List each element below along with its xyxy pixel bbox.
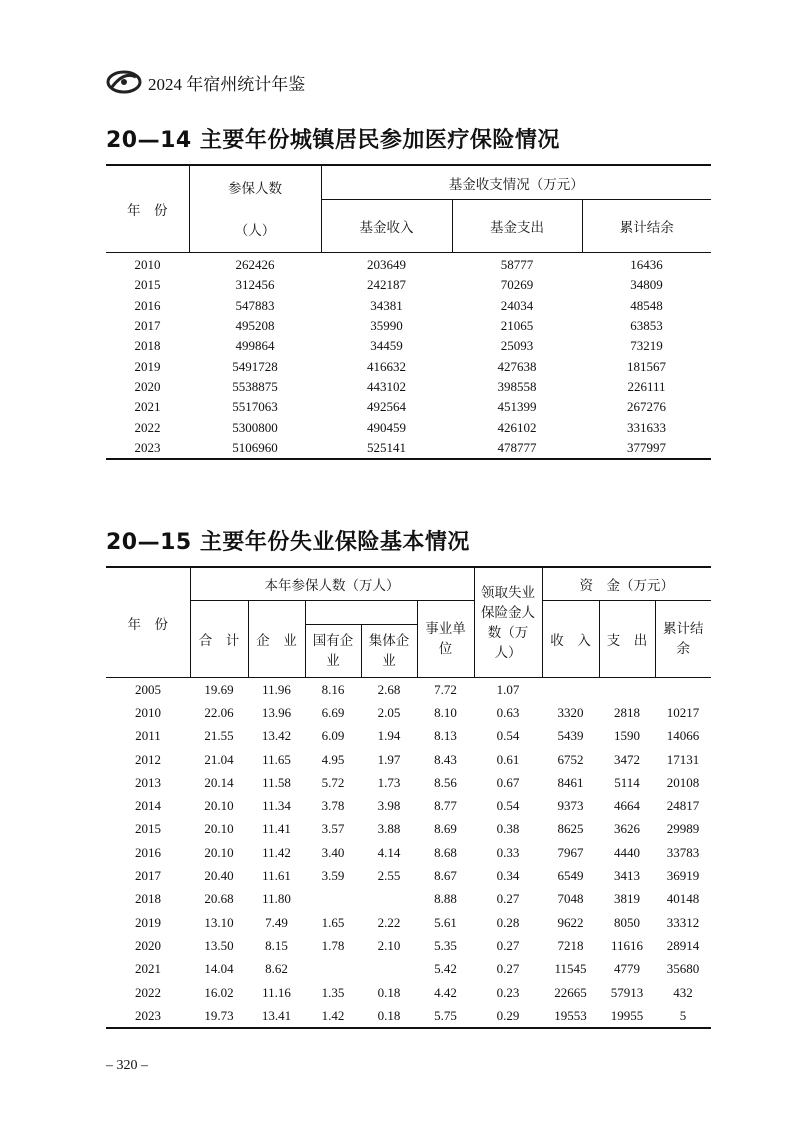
table-cell: 5517063 [232, 399, 278, 415]
table-row [106, 316, 711, 336]
table-cell: 20.68 [204, 891, 234, 907]
page-number: – 320 – [106, 1058, 148, 1073]
table-cell: 267276 [627, 399, 666, 415]
table-cell: 8050 [614, 914, 640, 930]
table-cell: 4779 [614, 961, 640, 977]
table-cell: 22.06 [204, 704, 234, 720]
table-cell: 1.07 [496, 681, 520, 697]
table-cell: 35990 [370, 318, 403, 334]
table-cell: 0.61 [496, 751, 520, 767]
table-cell: 19553 [554, 1007, 587, 1023]
table-cell: 0.54 [496, 728, 520, 744]
table-cell: 48548 [630, 297, 663, 313]
row-year: 2015 [135, 821, 161, 837]
table-cell: 547883 [235, 297, 275, 313]
table-cell: 1.65 [321, 914, 345, 930]
table-cell: 0.34 [496, 868, 520, 884]
table-cell: 427638 [497, 358, 537, 374]
table-cell: 0.27 [496, 961, 520, 977]
table-cell: 3.57 [321, 821, 345, 837]
table-cell: 0.23 [496, 984, 520, 1000]
table-cell: 312456 [235, 277, 275, 293]
table-row [106, 701, 711, 724]
table-row [106, 794, 711, 817]
table-cell: 0.63 [496, 704, 520, 720]
table-cell: 11545 [554, 961, 587, 977]
t2-header-year: 年 份 [106, 567, 190, 678]
table-cell: 6549 [557, 868, 584, 884]
table-cell: 0.38 [496, 821, 520, 837]
table-cell: 20.10 [204, 844, 234, 860]
table-row [106, 253, 711, 276]
table-cell: 525141 [367, 439, 406, 455]
t2-header-balance: 累计结余 [655, 601, 711, 678]
table-cell: 25093 [500, 338, 534, 354]
table-cell: 11616 [610, 937, 644, 953]
table-cell: 7048 [557, 891, 584, 907]
t1-body [106, 253, 711, 459]
table-cell: 20.10 [204, 821, 234, 837]
row-year: 2023 [134, 439, 161, 455]
table-cell: 5.35 [434, 937, 457, 953]
table-cell: 33312 [666, 914, 700, 930]
table-cell: 57913 [610, 984, 644, 1000]
table-cell: 7218 [557, 937, 584, 953]
table-cell: 1.42 [321, 1007, 345, 1023]
table-cell: 17131 [666, 751, 700, 767]
row-year: 2023 [135, 1007, 161, 1023]
table-cell: 16436 [630, 257, 663, 273]
table-cell: 28914 [666, 937, 700, 953]
table-cell: 426102 [497, 419, 537, 435]
table-cell: 451399 [497, 399, 537, 415]
t1-header-insured [189, 165, 321, 253]
table-cell: 495208 [235, 318, 275, 334]
table-cell: 13.10 [204, 914, 234, 930]
table-cell: 13.42 [261, 728, 292, 744]
table1-title: 20—14 主要年份城镇居民参加医疗保险情况 [106, 128, 560, 153]
table-cell: 3.98 [377, 798, 401, 814]
t2-header-insured-group: 本年参保人数（万人） [190, 567, 474, 601]
table-cell: 20108 [666, 774, 700, 790]
table-row [106, 864, 711, 887]
table-cell: 1.97 [377, 751, 401, 767]
row-year: 2020 [135, 937, 161, 953]
table-cell: 6.69 [321, 704, 345, 720]
table-cell: 13.96 [261, 704, 292, 720]
table-cell: 2818 [614, 704, 640, 720]
table-row [106, 356, 711, 376]
table-cell: 8.43 [434, 751, 457, 767]
table-cell: 443102 [367, 378, 406, 394]
table-cell: 3320 [557, 704, 584, 720]
table-cell: 0.28 [496, 914, 520, 930]
table-cell: 5106960 [232, 439, 278, 455]
table-cell: 5.61 [434, 914, 457, 930]
t1-header-insured-unit: （人） [234, 223, 276, 239]
row-year: 2010 [134, 257, 161, 273]
table-cell: 8.13 [434, 728, 457, 744]
table-cell: 3626 [614, 821, 640, 837]
table-cell: 1.94 [377, 728, 401, 744]
table-cell: 262426 [235, 257, 275, 273]
table-cell: 0.27 [496, 937, 520, 953]
table-cell: 3413 [614, 868, 640, 884]
table-cell: 478777 [497, 439, 537, 455]
table-cell: 4.14 [377, 844, 401, 860]
t2-header-expense: 支 出 [599, 601, 655, 678]
table-cell: 3472 [614, 751, 640, 767]
table-cell: 11.41 [262, 821, 291, 837]
table-cell: 7967 [557, 844, 584, 860]
t2-body [106, 678, 711, 1029]
table-cell: 3.59 [321, 868, 345, 884]
table-cell: 11.16 [262, 984, 291, 1000]
table-cell: 20.10 [204, 798, 234, 814]
table-cell [542, 678, 599, 702]
table-cell [655, 678, 711, 702]
table-row [106, 438, 711, 459]
table-row [106, 336, 711, 356]
table-cell [305, 958, 361, 981]
table-cell: 1590 [614, 728, 640, 744]
table-row [106, 1004, 711, 1028]
table-cell: 20.14 [204, 774, 234, 790]
table-cell: 6752 [557, 751, 584, 767]
table-cell: 11.61 [262, 868, 291, 884]
table-cell: 490459 [367, 419, 406, 435]
t1-header-balance: 累计结余 [582, 200, 711, 253]
table-cell: 416632 [367, 358, 406, 374]
table-cell: 203649 [367, 257, 406, 273]
table-row [106, 888, 711, 911]
table-cell: 13.50 [204, 937, 234, 953]
table-cell: 4440 [614, 844, 640, 860]
table-cell: 3819 [614, 891, 640, 907]
table-cell: 3.88 [377, 821, 401, 837]
table-cell: 9622 [557, 914, 584, 930]
t2-header-income: 收 入 [542, 601, 599, 678]
row-year: 2019 [134, 358, 161, 374]
table-cell: 19.73 [204, 1007, 234, 1023]
table-row [106, 771, 711, 794]
table-cell [305, 888, 361, 911]
table-cell: 0.54 [496, 798, 520, 814]
row-year: 2017 [134, 318, 161, 334]
table-cell: 6.09 [321, 728, 345, 744]
table-cell: 5300800 [232, 419, 278, 435]
table-cell: 10217 [666, 704, 700, 720]
table-cell [361, 958, 417, 981]
row-year: 2019 [135, 914, 161, 930]
table-cell: 40148 [666, 891, 700, 907]
row-year: 2018 [135, 891, 161, 907]
table-row [106, 934, 711, 957]
table-cell: 8.88 [434, 891, 457, 907]
table-cell: 70269 [500, 277, 534, 293]
table-row [106, 377, 711, 397]
table-cell: 8625 [557, 821, 584, 837]
table-cell: 5114 [614, 774, 640, 790]
table-row [106, 841, 711, 864]
table-cell: 7.49 [265, 914, 288, 930]
running-header [106, 68, 305, 96]
table-cell: 2.22 [377, 914, 401, 930]
row-year: 2016 [134, 297, 161, 313]
t1-header-income: 基金收入 [321, 200, 452, 253]
table-cell: 2.68 [377, 681, 401, 697]
table-cell: 5.72 [321, 774, 345, 790]
table-cell: 8.77 [434, 798, 457, 814]
table-cell: 20.40 [204, 868, 234, 884]
table-cell: 0.27 [496, 891, 520, 907]
table-cell: 0.33 [496, 844, 520, 860]
table-cell: 5491728 [232, 358, 278, 374]
table-cell: 2.05 [377, 704, 401, 720]
t1-header-insured-label: 参保人数 [228, 181, 282, 197]
row-year: 2018 [134, 338, 161, 354]
header-text: 2024 年宿州统计年鉴 [148, 74, 306, 94]
table-cell: 1.35 [321, 984, 345, 1000]
t1-header-year: 年 份 [106, 165, 189, 253]
table-row [106, 678, 711, 702]
table-cell: 398558 [497, 378, 537, 394]
row-year: 2014 [135, 798, 161, 814]
yearbook-logo-icon [106, 69, 142, 95]
t2-header-collective: 集体企业 [361, 625, 417, 678]
table-cell: 0.67 [496, 774, 520, 790]
table-cell: 21.04 [204, 751, 234, 767]
row-year: 2011 [135, 728, 161, 744]
table-cell: 0.29 [496, 1007, 520, 1023]
table-cell: 5.42 [434, 961, 457, 977]
table-cell: 4.95 [321, 751, 345, 767]
table-cell: 3.78 [321, 798, 345, 814]
table-cell: 226111 [627, 378, 666, 394]
table1 [106, 164, 711, 460]
table-cell: 4.42 [434, 984, 457, 1000]
table-cell: 34381 [370, 297, 403, 313]
table-cell: 8.67 [434, 868, 457, 884]
row-year: 2015 [134, 277, 161, 293]
table-cell: 58777 [500, 257, 534, 273]
table-row [106, 275, 711, 295]
table-cell: 0.18 [377, 984, 401, 1000]
row-year: 2013 [135, 774, 161, 790]
table-cell: 21.55 [204, 728, 234, 744]
table-cell: 242187 [367, 277, 406, 293]
table-row [106, 818, 711, 841]
table-row [106, 417, 711, 437]
table-cell: 29989 [666, 821, 700, 837]
table-cell: 24817 [666, 798, 700, 814]
t1-header-fund-group: 基金收支情况（万元） [321, 165, 711, 200]
table-cell: 492564 [367, 399, 406, 415]
table-cell: 14066 [666, 728, 700, 744]
table-cell: 11.96 [262, 681, 291, 697]
t2-header-institution: 事业单位 [417, 601, 474, 678]
table-cell: 22665 [554, 984, 587, 1000]
table-cell: 34809 [630, 277, 663, 293]
table-cell: 19955 [610, 1007, 644, 1023]
t2-header-enterprise: 企 业 [248, 601, 305, 678]
t2-header-state-owned: 国有企业 [305, 625, 361, 678]
table-cell: 499864 [235, 338, 275, 354]
table-cell: 3.40 [321, 844, 345, 860]
row-year: 2017 [135, 868, 161, 884]
table-cell [599, 678, 655, 702]
t2-header-benefit: 领取失业保险金人数（万人） [474, 567, 542, 678]
table-cell: 1.73 [377, 774, 401, 790]
table-cell: 11.80 [262, 891, 291, 907]
row-year: 2022 [135, 984, 161, 1000]
table-cell: 11.65 [262, 751, 291, 767]
table-cell: 2.10 [377, 937, 401, 953]
table-row [106, 958, 711, 981]
table-cell: 181567 [627, 358, 666, 374]
table-cell: 13.41 [261, 1007, 292, 1023]
table-row [106, 397, 711, 417]
table-cell: 33783 [666, 844, 700, 860]
table-cell: 8.62 [265, 961, 288, 977]
table-cell: 5439 [557, 728, 584, 744]
row-year: 2005 [135, 681, 161, 697]
t2-header-enterprise-sub-spacer [305, 601, 417, 625]
table-cell: 34459 [370, 338, 403, 354]
row-year: 2010 [135, 704, 161, 720]
table-cell: 35680 [666, 961, 700, 977]
table-cell: 36919 [666, 868, 700, 884]
row-year: 2021 [134, 399, 161, 415]
table-cell: 16.02 [204, 984, 234, 1000]
table-cell: 1.78 [321, 937, 345, 953]
table-cell: 8.68 [434, 844, 457, 860]
t2-header-total: 合 计 [190, 601, 248, 678]
table-cell: 7.72 [434, 681, 457, 697]
table-cell: 8.10 [434, 704, 457, 720]
table-cell: 73219 [630, 338, 663, 354]
table-cell: 5 [679, 1007, 687, 1023]
table-cell [361, 888, 417, 911]
t2-header-fund-group: 资 金（万元） [542, 567, 711, 601]
table-cell: 63853 [630, 318, 663, 334]
row-year: 2022 [134, 419, 161, 435]
table-cell: 8461 [557, 774, 584, 790]
table-cell: 331633 [627, 419, 666, 435]
table-cell: 4664 [614, 798, 640, 814]
table-cell: 5.75 [434, 1007, 457, 1023]
table-cell: 5538875 [232, 378, 278, 394]
table-cell: 0.18 [377, 1007, 401, 1023]
table-cell: 8.15 [265, 937, 288, 953]
table-cell: 432 [673, 984, 693, 1000]
row-year: 2021 [135, 961, 161, 977]
table-row [106, 911, 711, 934]
table-cell: 11.42 [262, 844, 291, 860]
table-cell: 9373 [557, 798, 584, 814]
table-row [106, 748, 711, 771]
table-cell: 8.16 [321, 681, 345, 697]
table-cell: 2.55 [377, 868, 401, 884]
table-cell: 377997 [627, 439, 666, 455]
table-cell: 24034 [500, 297, 534, 313]
table-row [106, 725, 711, 748]
table-row [106, 296, 711, 316]
table-cell: 8.56 [434, 774, 457, 790]
table-cell: 21065 [500, 318, 534, 334]
row-year: 2016 [135, 844, 161, 860]
table2 [106, 566, 711, 1029]
table-cell: 19.69 [204, 681, 234, 697]
table-row [106, 981, 711, 1004]
table2-title: 20—15 主要年份失业保险基本情况 [106, 530, 470, 555]
t1-header-expense: 基金支出 [452, 200, 582, 253]
row-year: 2012 [135, 751, 161, 767]
table-cell: 8.69 [434, 821, 457, 837]
table-cell: 11.34 [262, 798, 291, 814]
row-year: 2020 [134, 378, 161, 394]
table-cell: 11.58 [262, 774, 291, 790]
table-cell: 14.04 [204, 961, 234, 977]
